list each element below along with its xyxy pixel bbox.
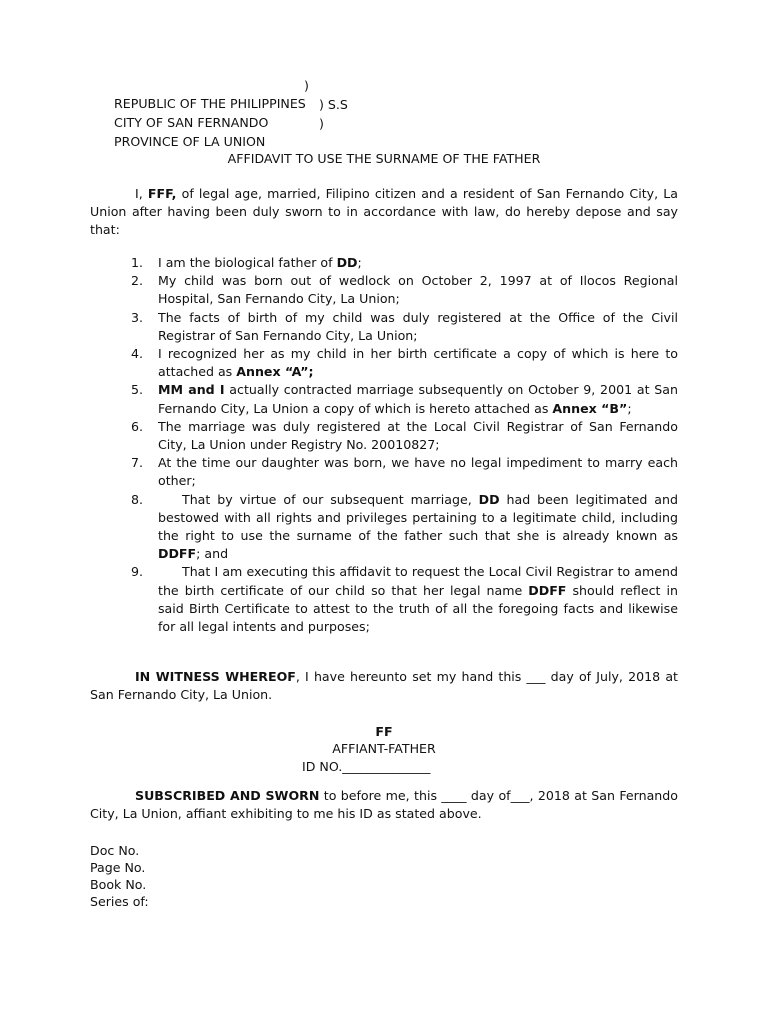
item-text: had been legitimated and bestowed with all rights and privileges pertaining to a legitimate child, including the right to use the surname of the father such that she is already known as (158, 491, 678, 544)
signature-role: AFFIANT-FATHER (332, 741, 436, 756)
list-item (131, 272, 678, 308)
caption-province (90, 115, 324, 150)
venue-caption (90, 77, 348, 150)
list-item (131, 418, 678, 454)
witness-text: , I have hereunto set my hand this ___ day of July, 2018 at San Fernando City, La Union. (90, 669, 678, 703)
annex-a-label: Annex “A”; (236, 364, 314, 380)
affiant-name: FFF, (147, 186, 177, 201)
book-no-label: Book No. (90, 877, 147, 892)
item-bold: DDFF (528, 582, 567, 598)
item-number: 7. (131, 455, 144, 471)
document-title: AFFIDAVIT TO USE THE SURNAME OF THE FATHER (227, 151, 541, 166)
item-text: That I am executing this affidavit to request the Local Civil Registrar to amend the birth certificate of our child so that her legal name (158, 564, 678, 598)
item-text: I recognized her as my child in her birth certificate a copy of which is here to attached as (158, 346, 678, 380)
item-text: ; (627, 400, 632, 416)
item-text: My child was born out of wedlock on October 2, 1997 at of Ilocos Regional Hospital, San Fernando City, La Union; (158, 273, 678, 307)
caption-paren: ) (304, 78, 309, 93)
item-bold: MM and I (158, 382, 225, 398)
item-text: The marriage was duly registered at the Local Civil Registrar of San Fernando City, La Union under Registry No. 20010827; (158, 418, 678, 453)
signature-name: FF (375, 724, 393, 739)
list-item (131, 454, 678, 490)
notarial-register (90, 842, 149, 910)
item-text: The facts of birth of my child was duly registered at the Office of the Civil Registrar of San Fernando City, La Union; (158, 309, 678, 343)
list-item (131, 254, 678, 272)
intro-text: of legal age, married, Filipino citizen and a resident of San Fernando City, La Union after having been duly sworn to in accordance with law, do hereby depose and say that: (90, 186, 678, 238)
item-bold: DDFF (158, 546, 197, 562)
witness-paragraph (90, 668, 678, 704)
item-text: ; and (196, 546, 229, 562)
witness-heading: IN WITNESS WHEREOF (135, 669, 296, 684)
signature-id-line: ID NO.______________ (302, 759, 431, 774)
caption-paren: ) (319, 116, 324, 131)
jurat-heading: SUBSCRIBED AND SWORN (135, 788, 320, 803)
jurat-text: to before me, this ____ day of___, 2018 at San Fernando City, La Union, affiant exhibiting to me his ID as stated above. (90, 788, 678, 822)
page-no-label: Page No. (90, 860, 146, 875)
caption-city-text: CITY OF SAN FERNANDO (114, 115, 269, 131)
caption-republic (90, 77, 309, 112)
intro-paragraph (90, 185, 678, 240)
item-number: 8. (131, 491, 144, 507)
item-number: 4. (131, 346, 144, 362)
item-number: 5. (131, 382, 144, 398)
caption-ss: ) S.S (319, 97, 348, 112)
intro-pre: I, (135, 186, 148, 201)
item-text: actually contracted marriage subsequently on October 9, 2001 at San Fernando City, La Union a copy of which is hereto attached as (158, 382, 678, 416)
item-number: 2. (131, 273, 144, 289)
item-text: At the time our daughter was born, we have no legal impediment to marry each other; (158, 455, 678, 489)
jurat-paragraph (90, 787, 678, 823)
caption-city (90, 96, 348, 131)
deposition-list (131, 254, 678, 636)
item-number: 6. (131, 418, 144, 434)
annex-b-label: Annex “B” (552, 400, 628, 416)
list-item (131, 381, 678, 417)
item-number: 1. (131, 255, 144, 270)
item-text: I am the biological father of (158, 255, 337, 270)
caption-province-text: PROVINCE OF LA UNION (114, 134, 266, 150)
item-bold: DD (336, 255, 358, 270)
list-item (131, 309, 678, 345)
list-item (131, 345, 678, 381)
item-text: ; (357, 255, 362, 270)
item-text: That by virtue of our subsequent marriage, (182, 491, 479, 507)
series-label: Series of: (90, 894, 149, 909)
list-item (131, 563, 678, 636)
item-number: 3. (131, 309, 144, 325)
item-text: should reflect in said Birth Certificate to attest to the truth of all the foregoing facts and likewise for all legal intents and purposes; (158, 582, 678, 635)
doc-no-label: Doc No. (90, 843, 140, 858)
caption-republic-text: REPUBLIC OF THE PHILIPPINES (114, 96, 306, 112)
list-item (131, 491, 678, 564)
item-bold: DD (478, 491, 500, 507)
item-number: 9. (131, 564, 144, 580)
